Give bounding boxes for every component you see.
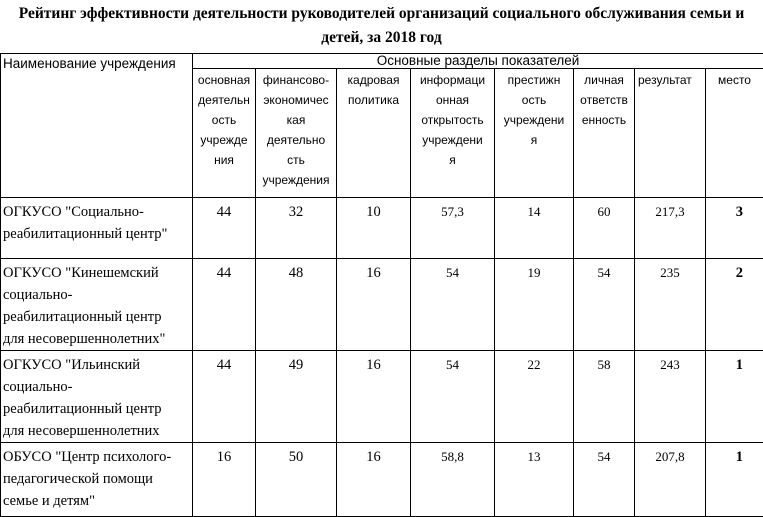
cell-hr-policy: 16 xyxy=(337,351,411,443)
report-title-line2: детей, за 2018 год xyxy=(0,26,763,50)
header-col-main-activity: основная деятельн ость учрежде ния xyxy=(193,69,256,198)
cell-prestige: 14 xyxy=(495,198,574,259)
cell-main-activity: 44 xyxy=(193,198,256,259)
header-col-place: место xyxy=(706,69,763,198)
cell-prestige: 22 xyxy=(495,351,574,443)
institution-name: ОГКУСО "Кинешемский социально- реабилитационный центр для несовершеннолетних" xyxy=(1,259,193,351)
cell-info-openness: 58,8 xyxy=(411,443,495,517)
table-row xyxy=(1,259,763,351)
cell-personal-responsibility: 58 xyxy=(574,351,635,443)
cell-info-openness: 57,3 xyxy=(411,198,495,259)
cell-prestige: 13 xyxy=(495,443,574,517)
institution-name: ОГКУСО "Ильинский социально- реабилитационный центр для несовершеннолетних xyxy=(1,351,193,443)
report-title xyxy=(0,2,763,50)
cell-financial: 49 xyxy=(256,351,337,443)
cell-place: 1 xyxy=(706,443,763,517)
table-row xyxy=(1,198,763,259)
header-row-group xyxy=(1,54,763,69)
cell-result: 235 xyxy=(635,259,706,351)
institution-name: ОГКУСО "Социально- реабилитационный центр" xyxy=(1,198,193,259)
institution-name: ОБУСО "Центр психолого- педагогической помощи семье и детям" xyxy=(1,443,193,517)
cell-financial: 48 xyxy=(256,259,337,351)
cell-hr-policy: 16 xyxy=(337,259,411,351)
cell-personal-responsibility: 54 xyxy=(574,443,635,517)
cell-prestige: 19 xyxy=(495,259,574,351)
cell-personal-responsibility: 60 xyxy=(574,198,635,259)
cell-result: 207,8 xyxy=(635,443,706,517)
header-col-personal-responsibility: личная ответств енность xyxy=(574,69,635,198)
header-col-prestige: престижн ость учреждени я xyxy=(495,69,574,198)
cell-main-activity: 44 xyxy=(193,351,256,443)
cell-main-activity: 16 xyxy=(193,443,256,517)
table-row xyxy=(1,351,763,443)
cell-financial: 50 xyxy=(256,443,337,517)
cell-hr-policy: 10 xyxy=(337,198,411,259)
header-institution-name: Наименование учреждения xyxy=(1,54,193,198)
cell-place: 2 xyxy=(706,259,763,351)
header-col-hr-policy: кадровая политика xyxy=(337,69,411,198)
cell-place: 1 xyxy=(706,351,763,443)
header-col-financial: финансово- экономичес кая деятельно сть учреждения xyxy=(256,69,337,198)
cell-personal-responsibility: 54 xyxy=(574,259,635,351)
cell-financial: 32 xyxy=(256,198,337,259)
header-col-result: результат xyxy=(635,69,706,198)
cell-info-openness: 54 xyxy=(411,259,495,351)
cell-place: 3 xyxy=(706,198,763,259)
header-indicator-group: Основные разделы показателей xyxy=(193,54,763,69)
cell-hr-policy: 16 xyxy=(337,443,411,517)
cell-result: 243 xyxy=(635,351,706,443)
cell-main-activity: 44 xyxy=(193,259,256,351)
header-col-info-openness: информаци онная открытость учреждени я xyxy=(411,69,495,198)
cell-result: 217,3 xyxy=(635,198,706,259)
report-title-line1: Рейтинг эффективности деятельности руководителей организаций социального обслуживания семьи и xyxy=(0,2,763,26)
table-row xyxy=(1,443,763,517)
rating-table xyxy=(0,53,763,517)
cell-info-openness: 54 xyxy=(411,351,495,443)
